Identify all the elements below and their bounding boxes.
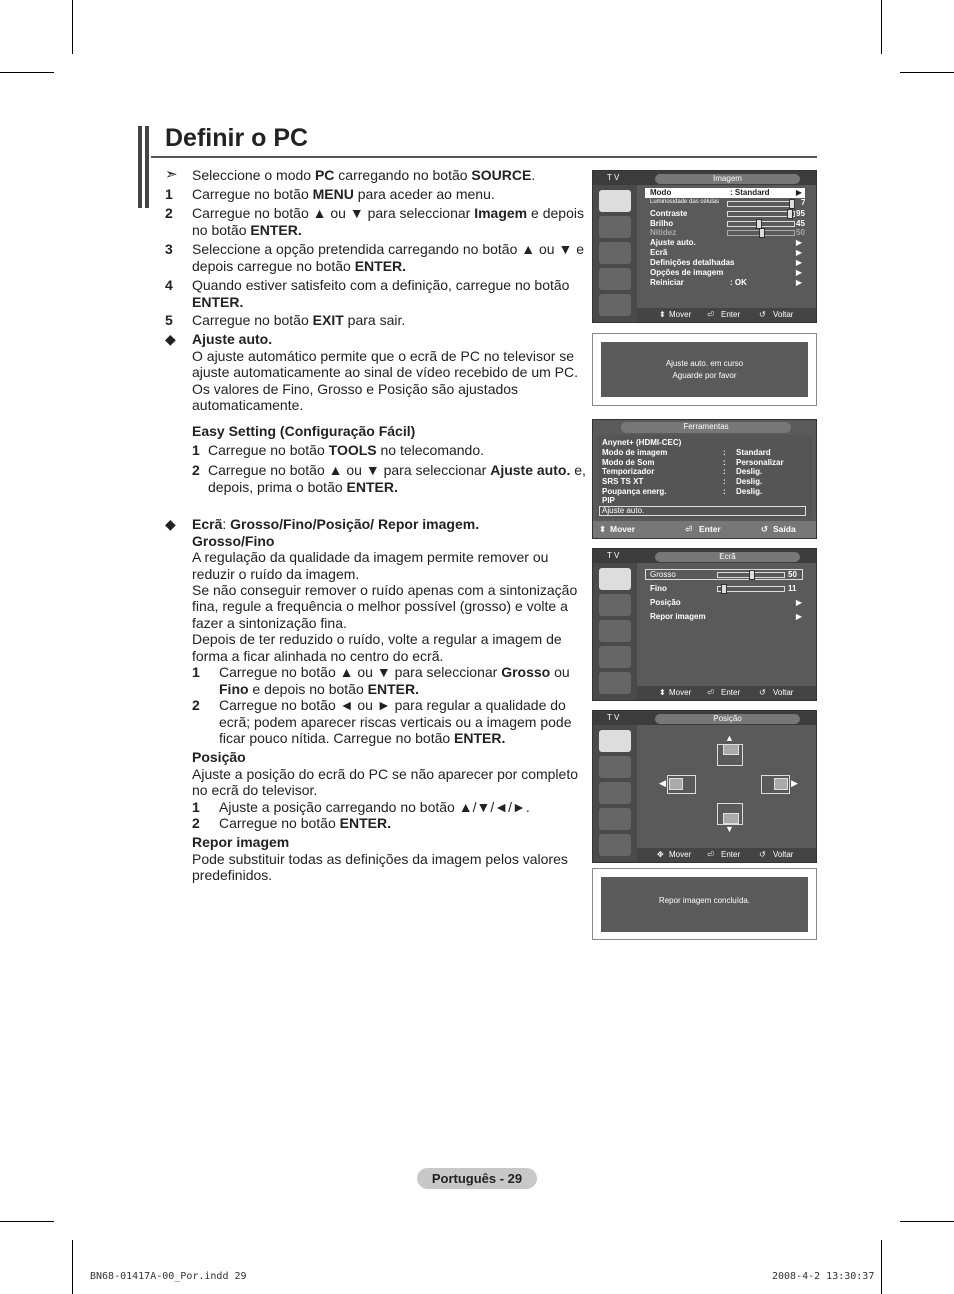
arrow-icon: ➣ bbox=[165, 166, 178, 183]
menu-row[interactable]: Nitidez bbox=[650, 228, 677, 237]
tv-label: T V bbox=[607, 713, 620, 722]
tv-bottombar bbox=[637, 848, 816, 862]
menu-row[interactable]: Repor imagem bbox=[650, 612, 706, 621]
menu-row[interactable]: Luminosidade das células bbox=[650, 199, 720, 205]
bullet-icon: ◆ bbox=[165, 516, 176, 532]
slider-grosso[interactable] bbox=[717, 572, 785, 578]
tv-label: T V bbox=[607, 173, 620, 182]
enter-hint: Enter bbox=[721, 310, 741, 319]
message-dialog bbox=[592, 333, 817, 406]
step-text: Carregue no botão MENU para aceder ao menu. bbox=[192, 186, 495, 202]
step-number: 4 bbox=[165, 277, 173, 293]
menu-row[interactable]: Contraste bbox=[650, 209, 688, 218]
step-text: Carregue no botão ▲ ou ▼ para seleccionar Grosso ou Fino e depois no botão ENTER. bbox=[219, 664, 570, 697]
tv-sidebar bbox=[593, 563, 637, 700]
menu-row[interactable]: Ecrã bbox=[650, 248, 668, 257]
title-decoration bbox=[138, 126, 142, 208]
move-icon: ⬍ bbox=[659, 310, 666, 319]
enter-icon: ⏎ bbox=[707, 688, 714, 697]
slider-knob[interactable] bbox=[759, 228, 765, 238]
tools-row[interactable]: Anynet+ (HDMI-CEC) bbox=[602, 438, 682, 447]
menu-value: 50 bbox=[796, 228, 805, 237]
enter-icon: ⏎ bbox=[707, 310, 714, 319]
menu-row[interactable]: Definições detalhadas bbox=[650, 258, 735, 267]
setup-icon bbox=[599, 646, 631, 668]
menu-value: : OK bbox=[730, 278, 747, 287]
title-rule bbox=[151, 156, 817, 158]
menu-row[interactable]: Grosso bbox=[650, 570, 676, 579]
input-icon bbox=[599, 294, 631, 316]
tools-colon: : bbox=[723, 448, 726, 457]
setup-icon bbox=[599, 808, 631, 830]
menu-value: 45 bbox=[796, 219, 805, 228]
tools-value: Personalizar bbox=[736, 458, 784, 467]
arrow-right-icon: ▶ bbox=[795, 268, 802, 277]
step-text: Carregue no botão ▲ ou ▼ para seleccionar Imagem e depois no botão ENTER. bbox=[192, 205, 584, 238]
tools-colon: : bbox=[723, 477, 726, 486]
back-hint: Voltar bbox=[773, 310, 794, 319]
menu-row[interactable]: Reiniciar bbox=[650, 278, 684, 287]
input-icon bbox=[599, 672, 631, 694]
channel-icon bbox=[599, 782, 631, 804]
tools-colon: : bbox=[723, 467, 726, 476]
sound-icon bbox=[599, 594, 631, 616]
tools-row[interactable]: Temporizador bbox=[602, 467, 655, 476]
setup-icon bbox=[599, 268, 631, 290]
channel-icon bbox=[599, 620, 631, 642]
gf-line: forma a ficar alinhada no centro do ecrã. bbox=[192, 648, 444, 664]
rep-line: Pode substituir todas as definições da imagem pelos valores bbox=[192, 851, 568, 867]
title-decoration bbox=[145, 126, 149, 208]
enter-hint: Enter bbox=[721, 688, 741, 697]
step-text: Carregue no botão TOOLS no telecomando. bbox=[208, 442, 485, 458]
tools-row[interactable]: Ajuste auto. bbox=[602, 506, 645, 515]
tools-value: Deslig. bbox=[736, 467, 763, 476]
menu-value: 50 bbox=[788, 570, 797, 579]
arrow-right-icon: ▶ bbox=[795, 188, 802, 197]
return-icon: ↺ bbox=[759, 310, 766, 319]
step-number: 1 bbox=[192, 664, 200, 680]
ajuste-line: Os valores de Fino, Grosso e Posição são ajustados bbox=[192, 381, 519, 397]
slider-knob[interactable] bbox=[749, 570, 755, 580]
message-panel bbox=[601, 342, 808, 397]
position-down-box bbox=[723, 813, 739, 824]
step-number: 2 bbox=[165, 205, 173, 221]
crop-mark bbox=[72, 1240, 73, 1294]
pos-line: no ecrã do televisor. bbox=[192, 782, 318, 798]
channel-icon bbox=[599, 242, 631, 264]
arrow-right-icon[interactable]: ▶ bbox=[791, 778, 798, 788]
tools-bottombar bbox=[593, 521, 816, 538]
menu-row[interactable]: Opções de imagem bbox=[650, 268, 724, 277]
slider-fino[interactable] bbox=[717, 586, 785, 592]
move-icon: ⬍ bbox=[659, 688, 666, 697]
picture-icon bbox=[599, 190, 631, 212]
tools-value: Deslig. bbox=[736, 477, 763, 486]
section-heading: Ecrã: Grosso/Fino/Posição/ Repor imagem. bbox=[192, 516, 480, 532]
tv-menu-ecra bbox=[592, 548, 817, 701]
arrow-right-icon: ▶ bbox=[795, 278, 802, 287]
picture-icon bbox=[599, 730, 631, 752]
gf-line: reduzir o ruído da imagem. bbox=[192, 566, 360, 582]
tools-row[interactable]: SRS TS XT bbox=[602, 477, 644, 486]
tools-colon: : bbox=[723, 487, 726, 496]
subsection-heading: Grosso/Fino bbox=[192, 533, 275, 549]
message-dialog bbox=[592, 868, 817, 940]
step-number: 2 bbox=[192, 697, 200, 713]
sound-icon bbox=[599, 216, 631, 238]
menu-row[interactable]: Fino bbox=[650, 584, 667, 593]
arrow-right-icon: ▶ bbox=[795, 238, 802, 247]
message-line: Repor imagem concluída. bbox=[658, 896, 751, 905]
message-panel bbox=[601, 877, 808, 932]
step-number: 1 bbox=[192, 799, 200, 815]
crop-mark bbox=[72, 0, 73, 54]
slug-file: BN68-01417A-00_Por.indd 29 bbox=[90, 1271, 247, 1282]
move-hint: Mover bbox=[669, 310, 692, 319]
arrow-left-icon[interactable]: ◀ bbox=[659, 778, 666, 788]
arrow-up-icon[interactable]: ▲ bbox=[725, 733, 734, 743]
slider-luminosidade[interactable] bbox=[727, 201, 795, 207]
slider-knob[interactable] bbox=[789, 199, 795, 209]
move-4way-icon: ✥ bbox=[657, 850, 664, 859]
step-number: 5 bbox=[165, 312, 173, 328]
gf-line: fina, regule a frequência o melhor possível (grosso) e volte a bbox=[192, 598, 568, 614]
tv-sidebar bbox=[593, 185, 637, 322]
ajuste-line: automaticamente. bbox=[192, 397, 304, 413]
easy-setting-heading: Easy Setting (Configuração Fácil) bbox=[192, 423, 416, 439]
move-icon: ⬍ bbox=[599, 524, 607, 534]
step-number: 1 bbox=[165, 186, 173, 202]
back-hint: Voltar bbox=[773, 850, 794, 859]
menu-title: Ferramentas bbox=[621, 422, 791, 433]
move-hint: Mover bbox=[669, 850, 692, 859]
tv-sidebar bbox=[593, 725, 637, 862]
page-number: Português - 29 bbox=[417, 1168, 537, 1189]
sound-icon bbox=[599, 756, 631, 778]
gf-line: Depois de ter reduzido o ruído, volte a regular a imagem de bbox=[192, 631, 562, 647]
bullet-icon: ◆ bbox=[165, 331, 176, 347]
crop-mark bbox=[900, 1221, 954, 1222]
tools-row[interactable]: Poupança energ. bbox=[602, 487, 667, 496]
subsection-heading: Posição bbox=[192, 749, 246, 765]
tools-value: Standard bbox=[736, 448, 771, 457]
slug-date: 2008-4-2 13:30:37 bbox=[772, 1271, 875, 1282]
menu-value: 7 bbox=[801, 198, 806, 207]
return-icon: ↺ bbox=[759, 688, 766, 697]
gf-line: Se não conseguir remover o ruído apenas com a sintonização bbox=[192, 582, 578, 598]
step-text: Ajuste a posição carregando no botão ▲/▼/◄/►. bbox=[219, 799, 530, 815]
slider-brilho[interactable] bbox=[727, 221, 795, 227]
tools-row[interactable]: PIP bbox=[602, 496, 615, 505]
return-icon: ↺ bbox=[761, 524, 769, 534]
crop-mark bbox=[0, 1221, 54, 1222]
position-right-box bbox=[774, 778, 788, 790]
tools-row[interactable]: Modo de imagem bbox=[602, 448, 668, 457]
gf-line: A regulação da qualidade da imagem permite remover ou bbox=[192, 549, 549, 565]
message-line: Aguarde por favor bbox=[672, 371, 737, 380]
menu-title: Ecrã bbox=[655, 552, 800, 562]
picture-icon bbox=[599, 568, 631, 590]
step-text: Carregue no botão ◄ ou ► para regular a qualidade do ecrã; podem aparecer riscas verticais ou a imagem pode ficar pouco nítida. Carregue no botão ENTER. bbox=[219, 697, 572, 746]
step-number: 2 bbox=[192, 462, 200, 478]
crop-mark bbox=[881, 1240, 882, 1294]
arrow-right-icon: ▶ bbox=[795, 248, 802, 257]
rep-line: predefinidos. bbox=[192, 867, 273, 883]
pos-line: Ajuste a posição do ecrã do PC se não aparecer por completo bbox=[192, 766, 579, 782]
tv-menu-imagem bbox=[592, 170, 817, 323]
menu-value: 95 bbox=[796, 209, 805, 218]
arrow-down-icon[interactable]: ▼ bbox=[725, 824, 734, 834]
page-title: Definir o PC bbox=[165, 124, 309, 152]
step-text: Carregue no botão ENTER. bbox=[219, 815, 391, 831]
slider-nitidez[interactable] bbox=[727, 230, 795, 236]
menu-row[interactable]: Ajuste auto. bbox=[650, 238, 696, 247]
ajuste-line: ajuste automaticamente ao sinal de vídeo recebido de um PC. bbox=[192, 364, 579, 380]
move-hint: Mover bbox=[669, 688, 692, 697]
slider-contraste[interactable] bbox=[727, 211, 795, 217]
menu-row[interactable]: Posição bbox=[650, 598, 681, 607]
arrow-right-icon: ▶ bbox=[795, 612, 802, 621]
menu-title: Posição bbox=[655, 714, 800, 724]
step-text: Carregue no botão ▲ ou ▼ para seleccionar Ajuste auto. e, depois, prima o botão ENTER. bbox=[208, 462, 586, 495]
tv-bottombar bbox=[637, 686, 816, 700]
crop-mark bbox=[0, 72, 54, 73]
move-hint: Mover bbox=[610, 524, 636, 534]
menu-value: : Standard bbox=[730, 188, 770, 197]
step-number: 1 bbox=[192, 442, 200, 458]
gf-line: fazer a sintonização fina. bbox=[192, 615, 347, 631]
arrow-right-icon: ▶ bbox=[795, 598, 802, 607]
tools-row[interactable]: Modo de Som bbox=[602, 458, 655, 467]
crop-mark bbox=[900, 72, 954, 73]
slider-knob[interactable] bbox=[721, 584, 727, 594]
tools-colon: : bbox=[723, 458, 726, 467]
tv-label: T V bbox=[607, 551, 620, 560]
menu-row[interactable]: Modo bbox=[650, 188, 672, 197]
subsection-heading: Repor imagem bbox=[192, 834, 290, 850]
step-number: 2 bbox=[192, 815, 200, 831]
menu-row[interactable]: Brilho bbox=[650, 219, 674, 228]
step-text: Quando estiver satisfeito com a definição, carregue no botão ENTER. bbox=[192, 277, 570, 310]
arrow-right-icon: ▶ bbox=[795, 258, 802, 267]
tools-value: Deslig. bbox=[736, 487, 763, 496]
slider-knob[interactable] bbox=[787, 209, 793, 219]
crop-mark bbox=[881, 0, 882, 54]
message-line: Ajuste auto. em curso bbox=[665, 359, 744, 368]
ajuste-line: O ajuste automático permite que o ecrã de PC no televisor se bbox=[192, 348, 575, 364]
step-text: Seleccione a opção pretendida carregando no botão ▲ ou ▼ e depois carregue no botão ENTER. bbox=[192, 241, 584, 274]
tv-bottombar bbox=[637, 308, 816, 322]
return-icon: ↺ bbox=[759, 850, 766, 859]
back-hint: Voltar bbox=[773, 688, 794, 697]
enter-icon: ⏎ bbox=[685, 524, 693, 534]
position-left-box bbox=[669, 778, 683, 790]
step-text: Carregue no botão EXIT para sair. bbox=[192, 312, 406, 328]
position-up-box bbox=[723, 744, 739, 755]
section-heading: Ajuste auto. bbox=[192, 331, 273, 347]
exit-hint: Saída bbox=[773, 524, 796, 534]
intro-line: Seleccione o modo PC carregando no botão SOURCE. bbox=[192, 167, 536, 183]
enter-icon: ⏎ bbox=[707, 850, 714, 859]
enter-hint: Enter bbox=[721, 850, 741, 859]
menu-title: Imagem bbox=[655, 174, 800, 184]
step-number: 3 bbox=[165, 241, 173, 257]
input-icon bbox=[599, 834, 631, 856]
menu-value: 11 bbox=[788, 584, 797, 593]
tools-menu bbox=[592, 419, 817, 539]
enter-hint: Enter bbox=[699, 524, 721, 534]
tv-menu-posicao bbox=[592, 710, 817, 863]
